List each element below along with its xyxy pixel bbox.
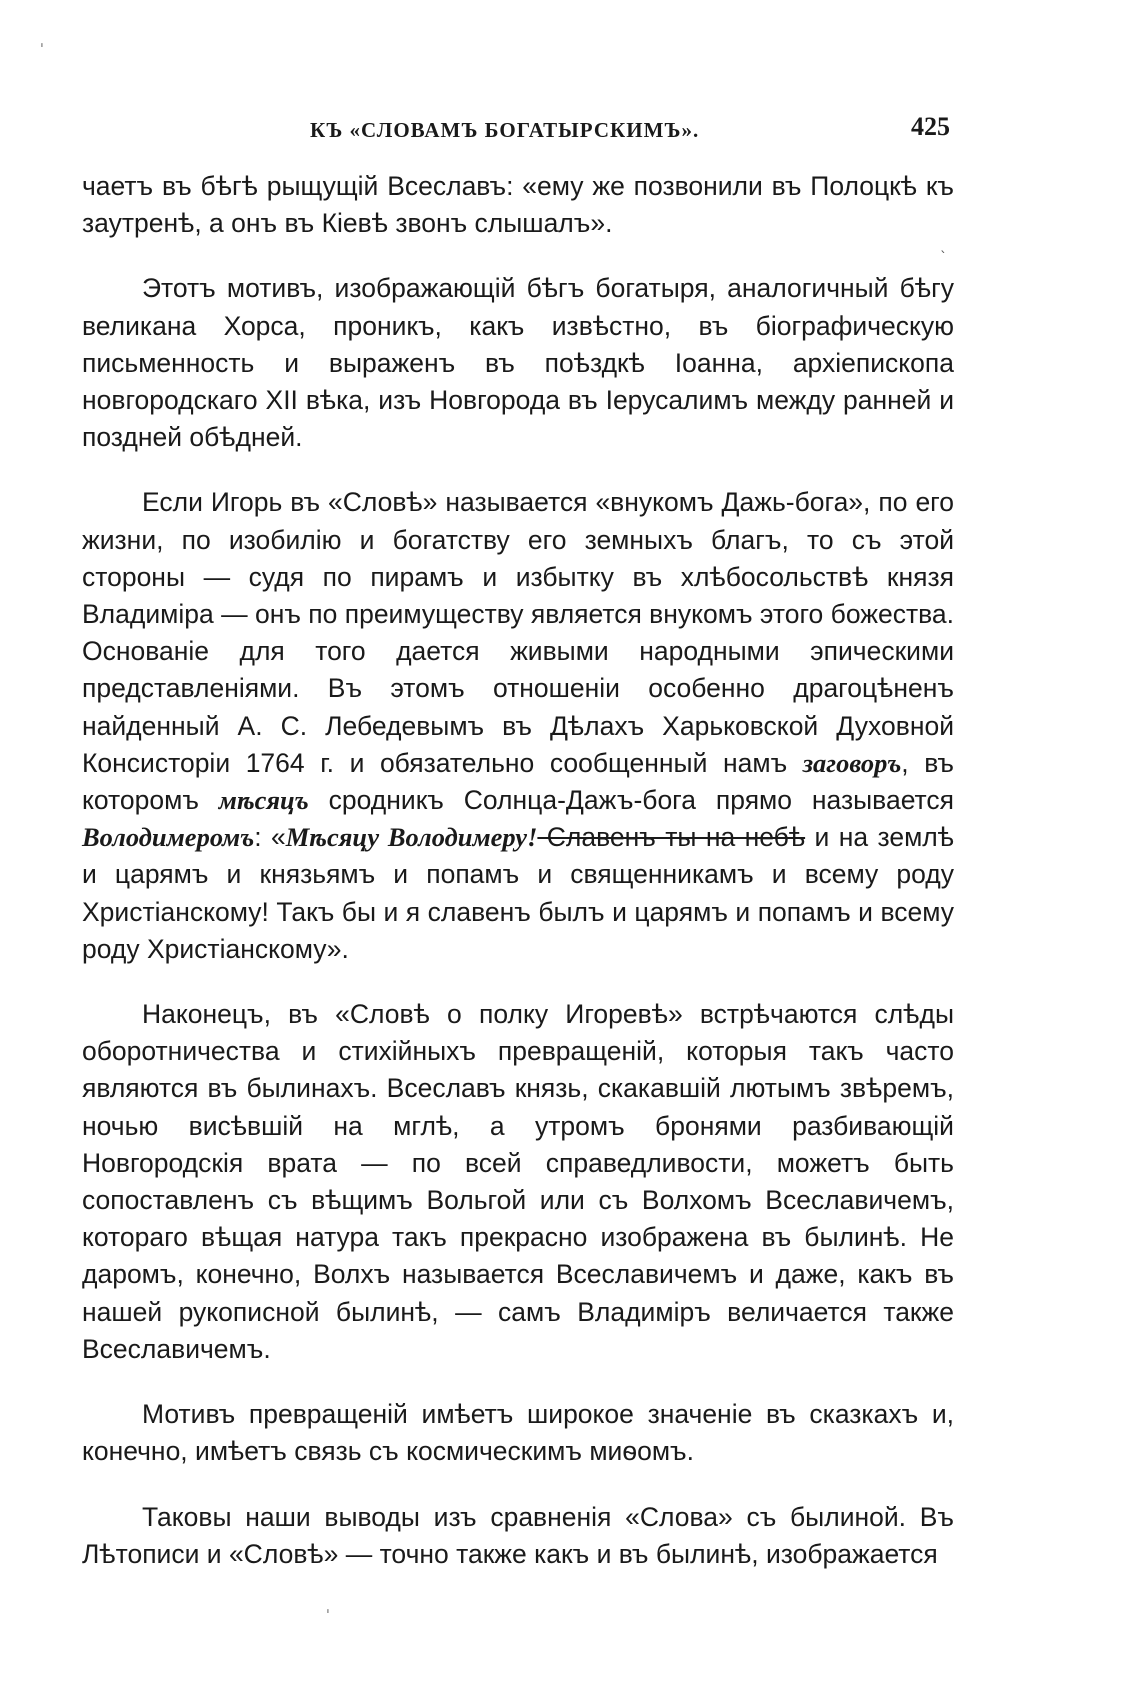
text-segment: : « — [254, 822, 286, 853]
emphasis-mesyatsu-volodimeru: Мѣсяцу Володимеру! — [285, 822, 538, 853]
emphasis-volodimerom: Володимеромъ — [82, 822, 255, 853]
paragraph-oborotnichestvo: Наконецъ, въ «Словѣ о полку Игоревѣ» встрѣчаются слѣды оборотничества и стихійныхъ превращеній, которыя такъ часто являются въ былинахъ. Всеславъ князь, скакавшій лютымъ звѣремъ, ночью висѣвшій на мглѣ, а утромъ бронями разбивающій Новгородскія врата — по всей справедливости, можетъ быть сопоставленъ съ вѣщимъ Вольгой или съ Волхомъ Всеславичемъ, котораго вѣщая натура такъ прекрасно изображена въ былинѣ. Не даромъ, конечно, Волхъ называется Всеславичемъ и даже, какъ въ нашей рукописной былинѣ, — самъ Владиміръ величается также Всеславичемъ. — [82, 999, 954, 1364]
struck-text: Славенъ ты на небѣ — [537, 822, 806, 853]
emphasis-zagovor: заговоръ — [802, 747, 902, 778]
text-segment: Если Игорь въ «Словѣ» называется «внукомъ Дажь-бога», по его жизни, по изобилію и богатству его земныхъ благъ, то съ этой стороны — судя по пирамъ и избытку въ хлѣбосольствѣ князя Владиміра — онъ по преимуществу является внукомъ этого божества. Основаніе для того дается живыми народными эпическими представленіями. Въ этомъ отношеніи особенно драгоцѣненъ найденный А. С. Лебедевымъ въ Дѣлахъ Харьковской Духовной Консисторіи 1764 г. и обязательно сообщенный намъ — [82, 487, 954, 778]
paragraph-vyvody: Таковы наши выводы изъ сравненія «Слова» съ былиной. Въ Лѣтописи и «Словѣ» — точно также какъ и въ былинѣ, изображается — [82, 1501, 954, 1569]
page-body — [82, 168, 954, 1601]
page-number: 425 — [911, 112, 950, 141]
scan-speck: ˈ — [326, 1608, 330, 1624]
running-header — [300, 112, 960, 152]
text-segment: , въ которомъ — [82, 747, 954, 816]
text-segment: и на землѣ и царямъ и князьямъ и попамъ и священникамъ и всему роду Христіанскому! Такъ бы и я славенъ былъ и царямъ и попамъ и всему роду Христіанскому». — [82, 822, 954, 964]
paragraph-prevrashcheniya: Мотивъ превращеній имѣетъ широкое значеніе въ сказкахъ и, конечно, имѣетъ связь съ космическимъ миѳомъ. — [82, 1399, 954, 1467]
emphasis-mesyats: мѣсяцъ — [218, 785, 309, 816]
paragraph-dazhbog — [82, 484, 954, 968]
scan-speck: ˋ — [940, 250, 947, 266]
paragraph-continued: чаетъ въ бѣгѣ рыщущій Всеславъ: «ему же позвонили въ Полоцкѣ къ заутренѣ, а онъ въ Кіевѣ звонъ слышалъ». — [82, 171, 954, 239]
paragraph-khors: Этотъ мотивъ, изображающій бѣгъ богатыря, аналогичный бѣгу великана Хорса, проникъ, какъ извѣстно, въ біографическую письменность и выраженъ въ поѣздкѣ Іоанна, архіепископа новгородскаго XII вѣка, изъ Новгорода въ Іерусалимъ между ранней и поздней обѣдней. — [82, 273, 954, 453]
text-segment: сродникъ Солнца-Дажъ-бога прямо называется — [308, 785, 954, 816]
scan-speck: ˈ — [40, 42, 44, 58]
running-title: КЪ «СЛОВАМЪ БОГАТЫРСКИМЪ». — [310, 118, 700, 142]
